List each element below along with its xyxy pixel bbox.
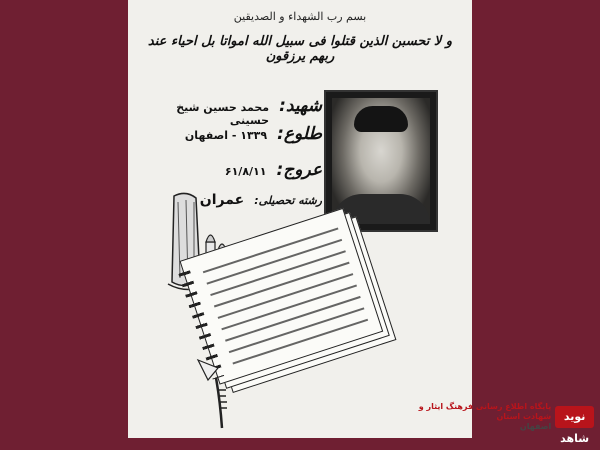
logo-mark: نوید شاهد bbox=[555, 406, 594, 428]
field-value: محمد حسین شیخ حسینی bbox=[176, 101, 270, 127]
quran-verse: و لا تحسبن الذین قتلوا فی سبیل الله امواتا بل احیاء عند ربهم یرزقون bbox=[147, 34, 453, 64]
field-label: طلوع: bbox=[277, 124, 322, 144]
rope-icon bbox=[188, 350, 248, 430]
portrait-hair bbox=[354, 106, 408, 132]
site-logo bbox=[404, 402, 594, 445]
logo-caption-line2: اصفهان bbox=[519, 422, 552, 431]
field-label: عروج: bbox=[276, 160, 322, 180]
field-value: ۶۱/۸/۱۱ bbox=[224, 165, 267, 178]
bismillah-heading: بسم رب الشهداء و الصدیقین bbox=[233, 10, 367, 23]
portrait-image bbox=[332, 98, 430, 224]
field-value: ۱۳۳۹ - اصفهان bbox=[184, 129, 268, 142]
field-martyrdom-date bbox=[142, 160, 322, 180]
field-label: رشته تحصیلی: bbox=[254, 194, 322, 207]
field-label: شهید: bbox=[279, 96, 322, 116]
logo-caption-line1: پایگاه اطلاع رسانی فرهنگ ایثار و شهادت استان bbox=[418, 402, 552, 421]
field-birth bbox=[142, 124, 322, 144]
field-value: عمران bbox=[199, 192, 245, 208]
logo-caption bbox=[404, 402, 551, 432]
field-martyr-name bbox=[142, 96, 322, 127]
memorial-document bbox=[128, 0, 472, 438]
